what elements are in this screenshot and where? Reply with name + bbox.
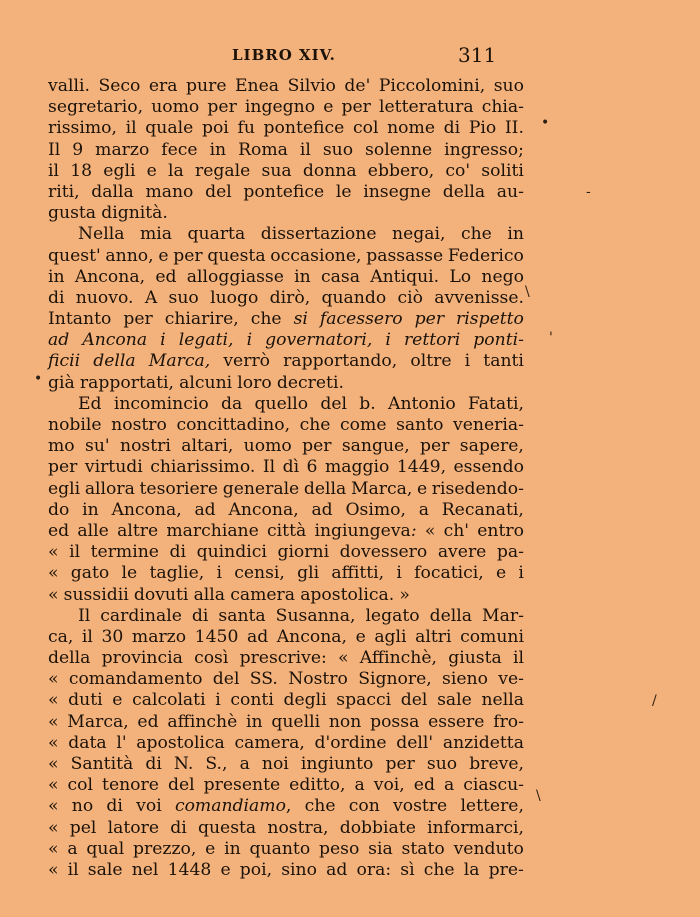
text-line: valli. Seco era pure Enea Silvio de' Piccolomini, suo bbox=[48, 76, 524, 96]
page-number: 311 bbox=[458, 43, 497, 67]
text-line: « col tenore del presente editto, a voi, ed a ciascu- bbox=[48, 775, 524, 796]
text-line: « duti e calcolati i conti degli spacci del sale nella bbox=[48, 690, 524, 711]
page-header bbox=[0, 43, 700, 70]
running-head: LIBRO XIV. bbox=[232, 46, 336, 64]
text-line: Ed incomincio da quello del b. Antonio Fatati, bbox=[78, 393, 524, 414]
text-line: rissimo, il quale poi fu pontefice col nome di Pio II. bbox=[48, 118, 524, 139]
text-line: do in Ancona, ad Ancona, ad Osimo, a Recanati, bbox=[48, 499, 524, 520]
text-line: ad Ancona i legati, i governatori, i rettori ponti- bbox=[48, 330, 524, 351]
text-line: « no di voi comandiamo, che con vostre lettere, bbox=[48, 796, 524, 817]
margin-speck: / bbox=[652, 693, 657, 709]
margin-speck: • bbox=[541, 115, 550, 131]
text-line: « comandamento del SS. Nostro Signore, sieno ve- bbox=[48, 669, 524, 690]
text-line: ed alle altre marchiane città ingiungeva: « ch' entro bbox=[48, 520, 524, 541]
text-line: quest' anno, e per questa occasione, passasse Federico bbox=[48, 245, 524, 266]
text-line: ca, il 30 marzo 1450 ad Ancona, e agli altri comuni bbox=[48, 626, 524, 647]
body-text bbox=[48, 76, 524, 881]
text-line: mo su' nostri altari, uomo per sangue, per sapere, bbox=[48, 436, 524, 457]
text-line: « Marca, ed affinchè in quelli non possa essere fro- bbox=[48, 711, 524, 732]
text-line: « Santità di N. S., a noi ingiunto per suo breve, bbox=[48, 754, 524, 774]
text-line: « gato le taglie, i censi, gli affitti, i focatici, e i bbox=[48, 563, 524, 584]
text-line: della provincia così prescrive: « Affinchè, giusta il bbox=[48, 648, 524, 669]
text-line: già rapportati, alcuni loro decreti. bbox=[48, 372, 344, 393]
text-line: « il sale nel 1448 e poi, sino ad ora: sì che la pre- bbox=[48, 859, 524, 880]
text-line: Il cardinale di santa Susanna, legato della Mar- bbox=[78, 605, 524, 626]
text-line: egli allora tesoriere generale della Marca, e risedendo- bbox=[48, 478, 524, 499]
margin-speck: • bbox=[34, 371, 43, 387]
text-line: Il 9 marzo fece in Roma il suo solenne ingresso; bbox=[48, 139, 524, 160]
text-line: Intanto per chiarire, che si facessero per rispetto bbox=[48, 309, 524, 330]
text-line: « sussidii dovuti alla camera apostolica. » bbox=[48, 584, 410, 605]
text-line: segretario, uomo per ingegno e per letteratura chia- bbox=[48, 97, 524, 118]
text-line: « il termine di quindici giorni dovessero avere pa- bbox=[48, 542, 524, 563]
text-line: il 18 egli e la regale sua donna ebbero, co' soliti bbox=[48, 160, 524, 181]
text-line: nobile nostro concittadino, che come santo veneria- bbox=[48, 415, 524, 435]
text-line: riti, dalla mano del pontefice le insegne della au- bbox=[48, 181, 524, 202]
text-line: per virtudi chiarissimo. Il dì 6 maggio 1449, essendo bbox=[48, 457, 524, 478]
text-line: « pel latore di questa nostra, dobbiate informarci, bbox=[48, 817, 524, 838]
text-line: « a qual prezzo, e in quanto peso sia stato venduto bbox=[48, 838, 524, 859]
text-line: in Ancona, ed alloggiasse in casa Antiqui. Lo nego bbox=[48, 266, 524, 287]
text-line: di nuovo. A suo luogo dirò, quando ciò avvenisse. bbox=[48, 287, 524, 308]
margin-speck: \ bbox=[536, 788, 541, 804]
margin-speck: ' bbox=[549, 330, 553, 346]
margin-speck: - bbox=[586, 184, 591, 200]
text-line: « data l' apostolica camera, d'ordine dell' anzidetta bbox=[48, 732, 524, 753]
text-line: Nella mia quarta dissertazione negai, che in bbox=[78, 224, 524, 245]
margin-speck: \ bbox=[525, 284, 530, 300]
text-line: gusta dignità. bbox=[48, 203, 168, 224]
text-line: ficii della Marca, verrò rapportando, oltre i tanti bbox=[48, 351, 524, 372]
